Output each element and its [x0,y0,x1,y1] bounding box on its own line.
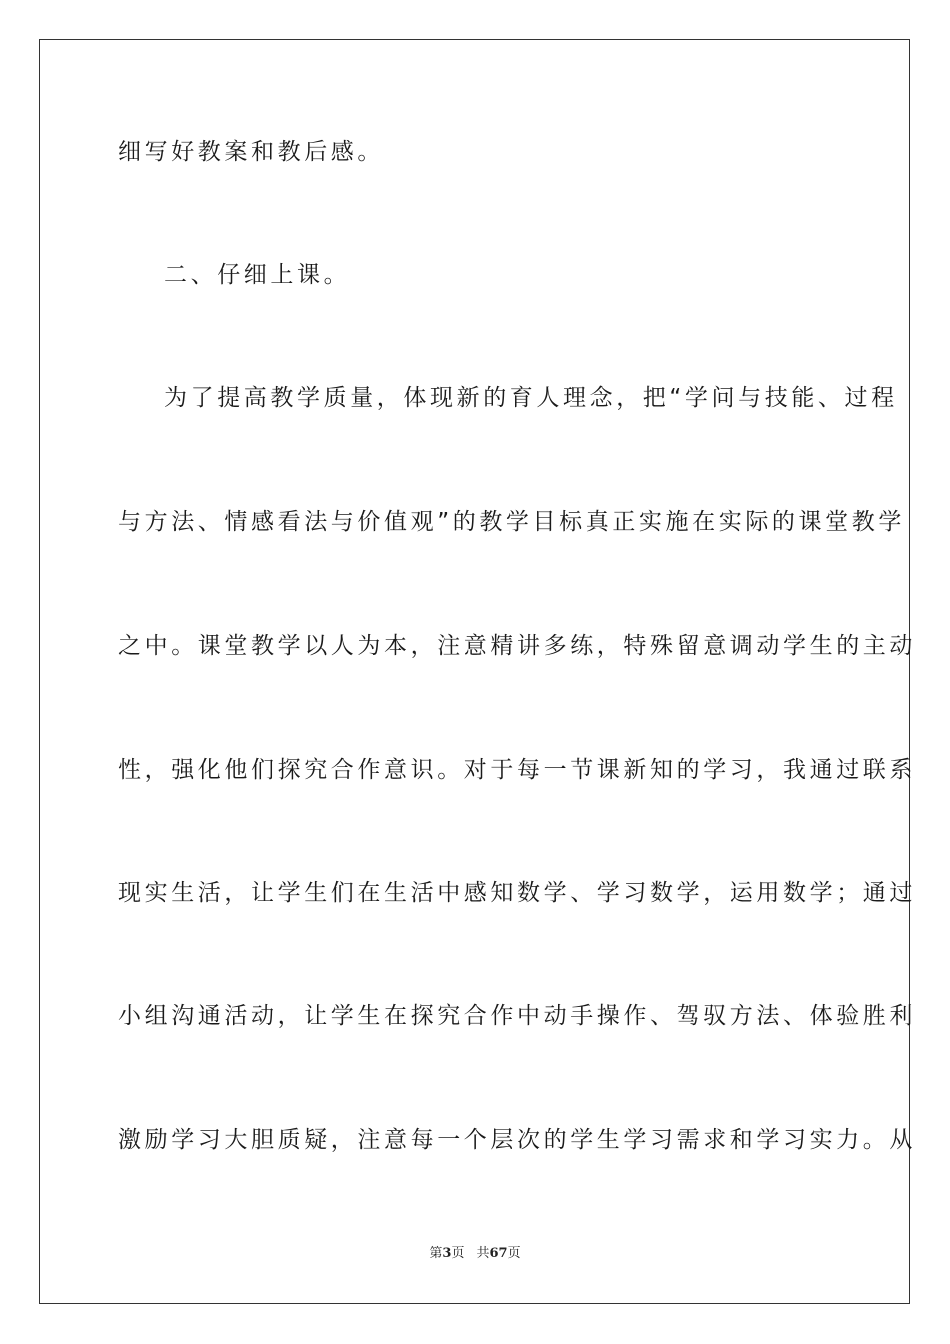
section-heading: 二、仔细上课。 [164,262,351,288]
text-line: 激励学习大胆质疑，注意每一个层次的学生学习需求和学习实力。从 [118,1127,916,1153]
text-line: 现实生活，让学生们在生活中感知数学、学习数学，运用数学；通过 [118,880,916,906]
text-line: 小组沟通活动，让学生在探究合作中动手操作、驾驭方法、体验胜利 [118,1003,916,1029]
text-line: 为了提高教学质量，体现新的育人理念，把“学问与技能、过程 [164,385,898,411]
total-pages: 67 [489,1246,508,1261]
page-label-suffix: 页 [451,1246,465,1261]
text-line: 之中。课堂教学以人为本，注意精讲多练，特殊留意调动学生的主动 [118,633,916,659]
text-line: 与方法、情感看法与价值观”的教学目标真正实施在实际的课堂教学 [118,509,905,535]
text-line: 细写好教案和教后感。 [118,139,384,165]
page-number: 3 [442,1246,452,1261]
total-label-suffix: 页 [507,1246,521,1261]
page-label-prefix: 第 [429,1246,443,1261]
page-border [39,39,916,1304]
text-line: 性，强化他们探究合作意识。对于每一节课新知的学习，我通过联系 [118,757,916,783]
page-footer [0,1245,950,1263]
total-label-prefix: 共 [476,1246,490,1261]
